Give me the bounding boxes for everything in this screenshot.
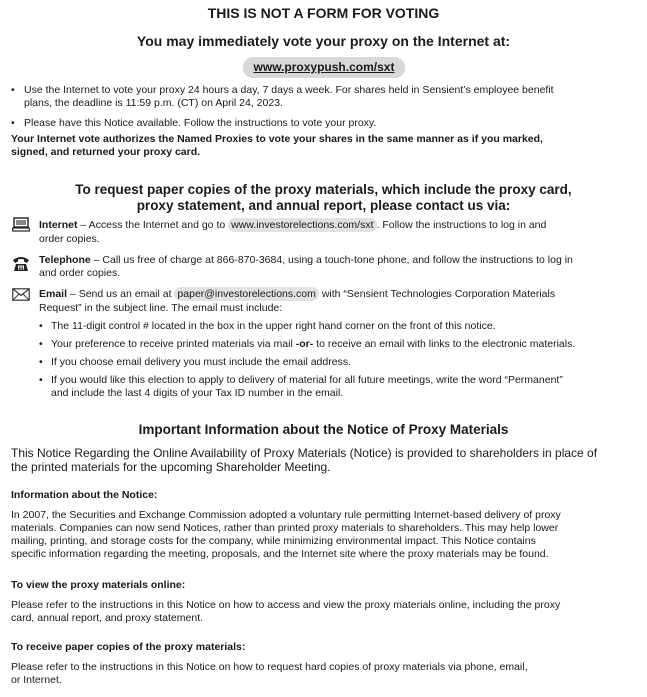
- email-bullet-2-pre: Your preference to receive printed materials via mail: [51, 338, 296, 350]
- email-contact: [39, 288, 555, 301]
- bullet-dot: •: [39, 338, 43, 350]
- vote-bullet-1-line1: Use the Internet to vote your proxy 24 hours a day, 7 days a week. For shares held in Sensient’s employee benefit: [24, 84, 554, 96]
- email-bullet-4-line2: and include the last 4 digits of your Tax ID number in the email.: [51, 387, 344, 399]
- vote-url-link[interactable]: www.proxypush.com/sxt: [243, 57, 405, 78]
- important-intro-line1: This Notice Regarding the Online Availability of Proxy Materials (Notice) is provided to shareholders in place of: [11, 446, 598, 460]
- email-bullet-2-text: [51, 338, 575, 351]
- bullet-dot: •: [11, 117, 15, 129]
- important-heading: Important Information about the Notice of Proxy Materials: [138, 422, 509, 437]
- section-view-title: To view the proxy materials online:: [11, 579, 186, 591]
- email-address-link[interactable]: paper@investorelections.com: [174, 287, 318, 301]
- vote-bullet-1-line2: plans, the deadline is 11:59 p.m. (CT) on April 24, 2023.: [24, 97, 283, 109]
- bullet-dot: •: [39, 320, 43, 332]
- request-heading-line2: proxy statement, and annual report, please contact us via:: [136, 198, 511, 213]
- section-notice-line4: specific information regarding the meeting, proposals, and the Internet site where the proxy materials may be found.: [11, 548, 549, 560]
- section-notice-title: Information about the Notice:: [11, 489, 158, 501]
- computer-icon: [12, 217, 30, 237]
- internet-label: Internet: [39, 219, 78, 231]
- section-paper-line1: Please refer to the instructions in this Notice on how to request hard copies of proxy materials via phone, email,: [11, 661, 528, 673]
- investorelections-url-link[interactable]: www.investorelections.com/sxt: [228, 218, 376, 232]
- bullet-dot: •: [11, 84, 15, 96]
- page-title: THIS IS NOT A FORM FOR VOTING: [207, 5, 440, 21]
- telephone-icon: [12, 255, 30, 277]
- section-paper-line2: or Internet.: [11, 674, 62, 686]
- envelope-icon: [12, 288, 30, 306]
- vote-bullet-2-text: Please have this Notice available. Follow the instructions to vote your proxy.: [24, 117, 377, 129]
- section-paper-title: To receive paper copies of the proxy materials:: [11, 641, 246, 653]
- section-view-line1: Please refer to the instructions in this Notice on how to access and view the proxy materials online, including the proxy: [11, 599, 561, 611]
- email-bullet-2-or: -or-: [295, 338, 314, 350]
- telephone-contact: [39, 254, 573, 267]
- email-line2: Request” in the subject line. The email must include:: [39, 302, 283, 314]
- vote-heading: You may immediately vote your proxy on the Internet at:: [136, 33, 511, 49]
- section-notice-line1: In 2007, the Securities and Exchange Commission adopted a voluntary rule permitting Internet-based delivery of proxy: [11, 509, 561, 521]
- email-pre: – Send us an email at: [67, 288, 175, 300]
- internet-pre: – Access the Internet and go to: [77, 219, 229, 231]
- email-bullet-1-text: The 11-digit control # located in the box in the upper right hand corner on the front of this notice.: [51, 320, 496, 332]
- internet-post: . Follow the instructions to log in and: [376, 219, 547, 231]
- email-bullet-4-line1: If you would like this election to apply to delivery of material for all future meetings, write the word “Permanent”: [51, 374, 563, 386]
- section-notice-line3: mailing, printing, and storage costs for the company, while minimizing environmental impact. This Notice contains: [11, 535, 536, 547]
- telephone-label: Telephone: [39, 254, 91, 266]
- telephone-line2: and order copies.: [39, 267, 121, 279]
- bullet-dot: •: [39, 374, 43, 386]
- section-view-line2: card, annual report, and proxy statement.: [11, 612, 204, 624]
- important-intro-line2: the printed materials for the upcoming Shareholder Meeting.: [11, 460, 331, 474]
- email-bullet-2-post: to receive an email with links to the electronic materials.: [313, 338, 576, 350]
- authorization-line2: signed, and returned your proxy card.: [11, 146, 201, 158]
- email-label: Email: [39, 288, 68, 300]
- internet-line2: order copies.: [39, 233, 100, 245]
- bullet-dot: •: [39, 356, 43, 368]
- email-post: with “Sensient Technologies Corporation Materials: [318, 288, 556, 300]
- internet-contact: [39, 219, 546, 232]
- section-notice-line2: materials. Companies can now send Notices, rather than printed proxy materials to shareholders. This may help lower: [11, 522, 559, 534]
- email-bullet-3-text: If you choose email delivery you must include the email address.: [51, 356, 351, 368]
- authorization-line1: Your Internet vote authorizes the Named Proxies to vote your shares in the same manner as if you marked,: [11, 133, 543, 145]
- telephone-line1: – Call us free of charge at 866-870-3684, using a touch-tone phone, and follow the instructions to log in: [90, 254, 573, 266]
- request-heading-line1: To request paper copies of the proxy materials, which include the proxy card,: [75, 182, 572, 197]
